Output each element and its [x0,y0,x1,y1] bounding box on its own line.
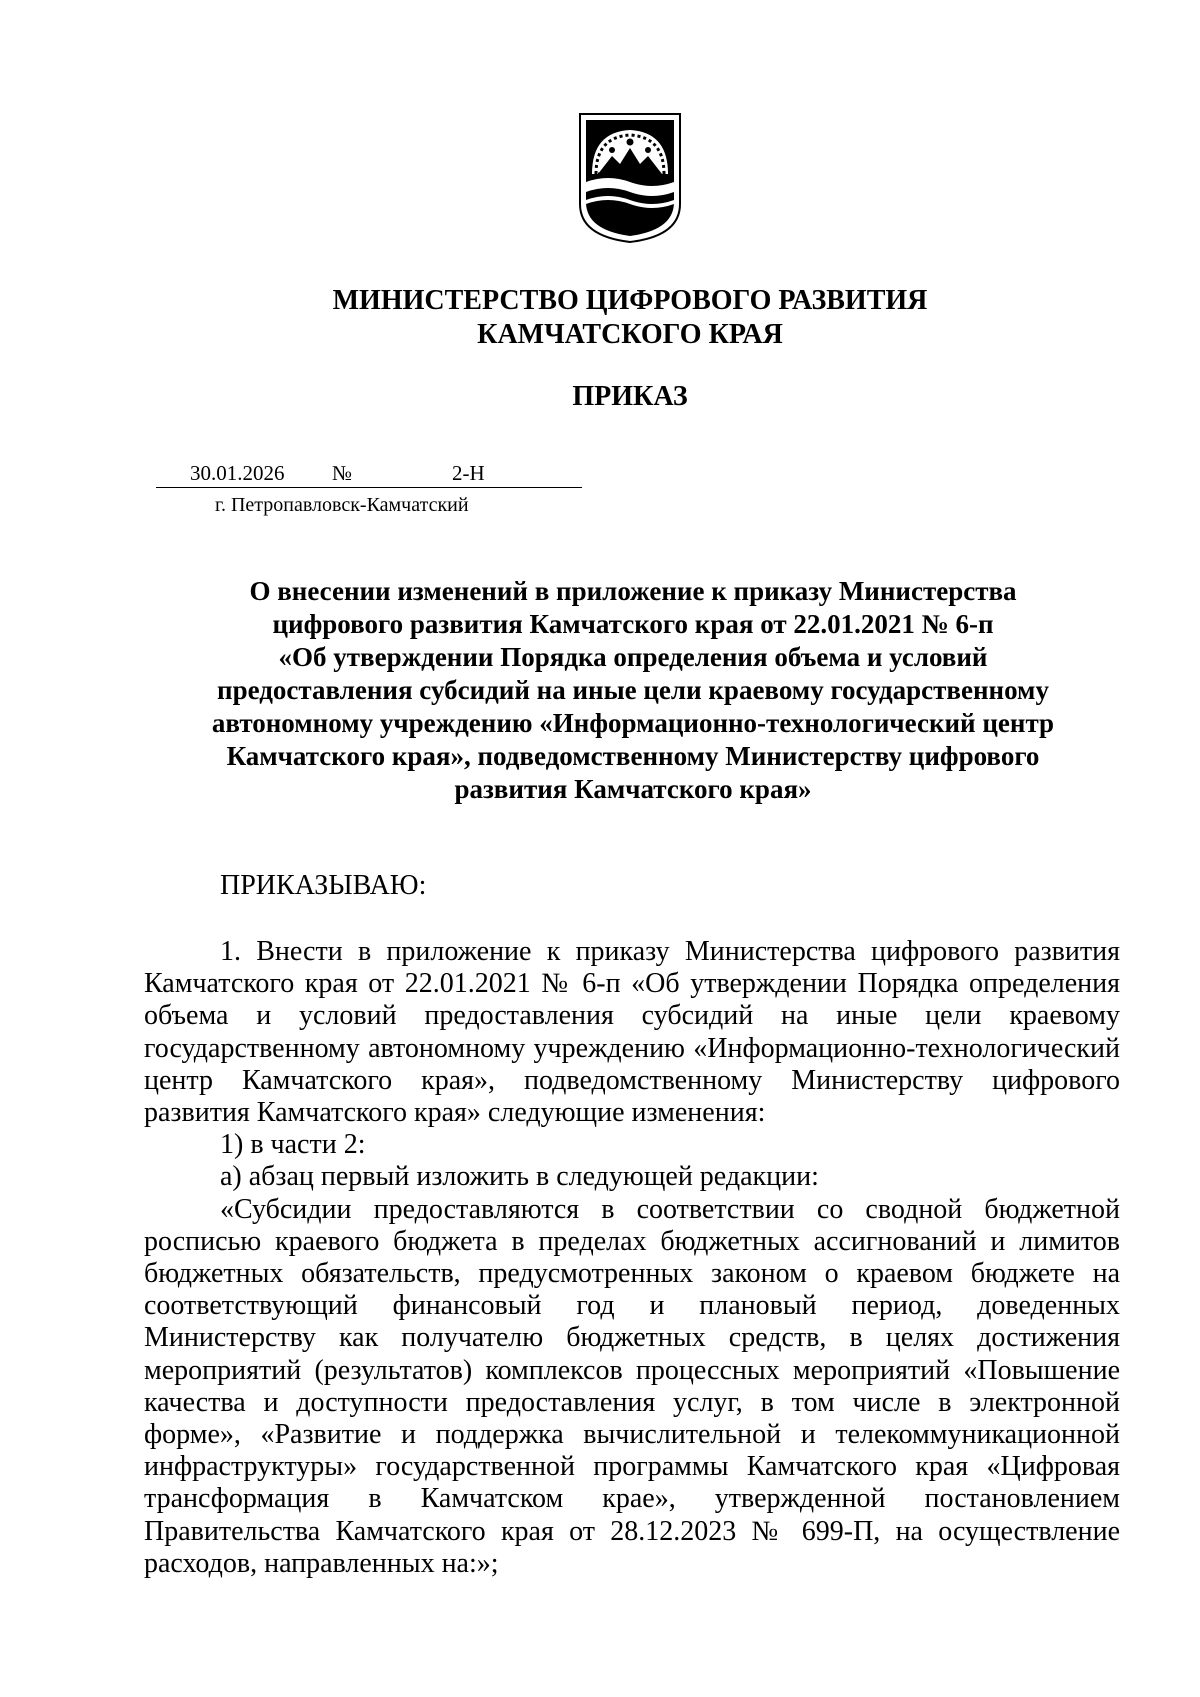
document-body [144,936,1120,1580]
body-paragraph: «Субсидии предоставляются в соответствии со сводной бюджетной росписью краевого бюджета в пределах бюджетных ассигнований и лимитов бюджетных обязательств, предусмотренных законом о краевом бюджете на соответствующий финансовый год и плановый период, доведенных Министерству как получателю бюджетных средств, в целях достижения мероприятий (результатов) комплексов процессных мероприятий «Повышение качества и доступности предоставления услуг, в том числе в электронной форме», «Развитие и поддержка вычислительной и телекоммуникационной инфраструктуры» государственной программы Камчатского края «Цифровая трансформация в Камчатском крае», утвержденной постановлением Правительства Камчатского края от 28.12.2023 № 699-П, на осуществление расходов, направленных на:»; [144,1193,1120,1579]
kamchatka-coat-of-arms-emblem [578,112,682,244]
order-subject-heading [150,575,1116,806]
ministry-name-line: МИНИСТЕРСТВО ЦИФРОВОГО РАЗВИТИЯ [332,285,928,316]
subject-line: развития Камчатского края» [454,774,812,804]
body-paragraph: а) абзац первый изложить в следующей редакции: [220,1161,819,1193]
subject-line: «Об утверждении Порядка определения объема и условий [278,642,988,672]
subject-line: Камчатского края», подведомственному Министерству цифрового [226,741,1040,771]
body-paragraph: 1. Внести в приложение к приказу Министерства цифрового развития Камчатского края от 22.01.2021 № 6-п «Об утверждении Порядка определения объема и условий предоставления субсидий на иные цели краевому государственному автономному учреждению «Информационно-технологический центр Камчатского края», подведомственному Министерству цифрового развития Камчатского края» следующие изменения: [144,936,1120,1129]
orders-word: ПРИКАЗЫВАЮ: [220,870,427,901]
number-sign: № [332,461,353,485]
body-paragraph: 1) в части 2: [220,1129,366,1161]
subject-line: цифрового развития Камчатского края от 22.01.2021 № 6-п [272,609,994,639]
registration-line [156,461,582,488]
document-type-title: ПРИКАЗ [572,381,688,412]
city-name: г. Петропавловск-Камчатский [215,494,469,516]
subject-line: автономному учреждению «Информационно-технологический центр [211,708,1055,738]
subject-line: О внесении изменений в приложение к приказу Министерства [249,576,1017,606]
order-date: 30.01.2026 [190,461,285,485]
ministry-name-line: КАМЧАТСКОГО КРАЯ [477,319,783,350]
ministry-name [0,284,1200,352]
order-number: 2-Н [452,461,485,485]
subject-line: предоставления субсидий на иные цели краевому государственному [217,675,1049,705]
